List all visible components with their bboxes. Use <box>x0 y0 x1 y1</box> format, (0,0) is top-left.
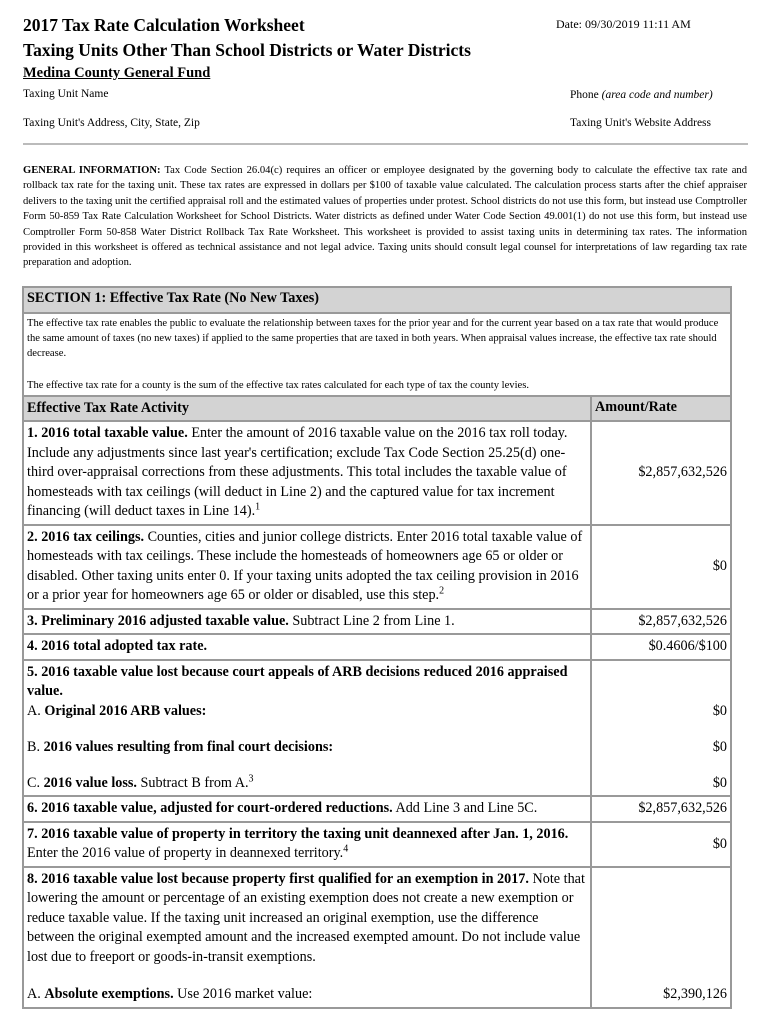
line-3: 3. Preliminary 2016 adjusted taxable value. Subtract Line 2 from Line 1. $2,857,632,526 <box>23 609 731 635</box>
line-2: 2. 2016 tax ceilings. Counties, cities and junior college districts. Enter 2016 total taxable value of homesteads with tax ceilings. These include the homesteads of homeowners age 65 or older or disabled. Other taxing units enter 0. If your taxing units adopted the tax ceiling provision in 2016 or a prior year for homeowners age 65 or older or disabled, use this step.$^2$ $0 <box>23 525 731 609</box>
line-5b-amount: $0 <box>712 738 727 755</box>
phone-label: Phone (area code and number) <box>570 89 713 101</box>
line-2-amount: $0 <box>591 525 731 609</box>
line-5c-amount: $0 <box>712 774 727 791</box>
address-label: Taxing Unit's Address, City, State, Zip <box>23 117 200 129</box>
line-8: 8. 2016 taxable value lost because property first qualified for an exemption in 2017. Note that lowering the amount or percentage of an existing exemption does not create a new exemption or reduce taxable value. If the taxing unit increased an original exemption, use the difference between the original exempted amount and the increased exempted amount. Do not include value lost due to freeport or goods-in-transit exemptions. A. Absolute exemptions. Use 2016 market value: $2,390,126 <box>23 867 731 1008</box>
print-date: Date: 09/30/2019 11:11 AM <box>556 17 691 31</box>
line-6: 6. 2016 taxable value, adjusted for court-ordered reductions. Add Line 3 and Line 5C. $2,857,632,526 <box>23 796 731 822</box>
line-3-amount: $2,857,632,526 <box>591 609 731 635</box>
line-8a-amount: $2,390,126 <box>591 867 731 1008</box>
section1-intro: The effective tax rate enables the public to evaluate the relationship between taxes for the prior year and for the current year based on a tax rate that would produce the same amount of taxes (no new taxes) if applied to the same properties that are taxed in both years. When appraisal values increase, the effective tax rate should decrease. The effective tax rate for a county is the sum of the effective tax rates calculated for each type of tax the county levies. <box>23 313 731 396</box>
col-amount: Amount/Rate <box>591 396 731 422</box>
line-4-amount: $0.4606/$100 <box>591 634 731 660</box>
line-7-amount: $0 <box>591 822 731 867</box>
taxing-unit-name: Medina County General Fund <box>23 65 211 81</box>
worksheet-title: 2017 Tax Rate Calculation Worksheet <box>23 15 305 35</box>
line-5a-amount: $0 <box>712 702 727 719</box>
col-activity: Effective Tax Rate Activity <box>23 396 591 422</box>
general-information: GENERAL INFORMATION: Tax Code Section 26.04(c) requires an officer or employee designated by the governing body to calculate the effective tax rate and rollback tax rate for the taxing unit. These tax rates are expressed in dollars per $100 of taxable value calculated. The calculation process starts after the chief appraiser delivers to the taxing unit the certified appraisal roll and the estimated values of properties under protest. School districts do not use this form, but instead use Comptroller Form 50-859 Tax Rate Calculation Worksheet for School Districts. Water districts as defined under Water Code Section 49.001(1) do not use this form, but instead use Comptroller Form 50-858 Water District Rollback Tax Rate Worksheet. This worksheet is provided to assist taxing units in determining tax rates. The information provided in this worksheet is offered as technical assistance and not legal advice. Taxing units should consult legal counsel for interpretations of law regarding tax rate preparation and adoption. <box>23 165 747 269</box>
taxing-unit-name-label: Taxing Unit Name <box>23 88 109 100</box>
website-label: Taxing Unit's Website Address <box>570 117 711 129</box>
section1-title: SECTION 1: Effective Tax Rate (No New Taxes) <box>23 287 731 313</box>
line-5: 5. 2016 taxable value lost because court appeals of ARB decisions reduced 2016 appraised value. A. Original 2016 ARB values: B. 2016 values resulting from final court decisions: C. 2016 value loss. Subtract B from A.$^3$ $0 $0 $0 <box>23 660 731 797</box>
line-1: 1. 2016 total taxable value. Enter the amount of 2016 taxable value on the 2016 tax roll today. Include any adjustments since last year's certification; exclude Tax Code Section 25.25(d) one-third over-appraisal corrections from these adjustments. This total includes the taxable value of homesteads with tax ceilings (will deduct in Line 2) and the captured value for tax increment financing (will deduct taxes in Line 14).$^1$ $2,857,632,526 <box>23 421 731 525</box>
worksheet-subtitle: Taxing Units Other Than School Districts or Water Districts <box>23 40 471 60</box>
divider <box>23 143 748 145</box>
line-1-amount: $2,857,632,526 <box>591 421 731 525</box>
line-6-amount: $2,857,632,526 <box>591 796 731 822</box>
section1-table <box>22 286 732 1009</box>
line-4: 4. 2016 total adopted tax rate. $0.4606/$100 <box>23 634 731 660</box>
line-7: 7. 2016 taxable value of property in territory the taxing unit deannexed after Jan. 1, 2016. Enter the 2016 value of property in deannexed territory.$^4$ $0 <box>23 822 731 867</box>
